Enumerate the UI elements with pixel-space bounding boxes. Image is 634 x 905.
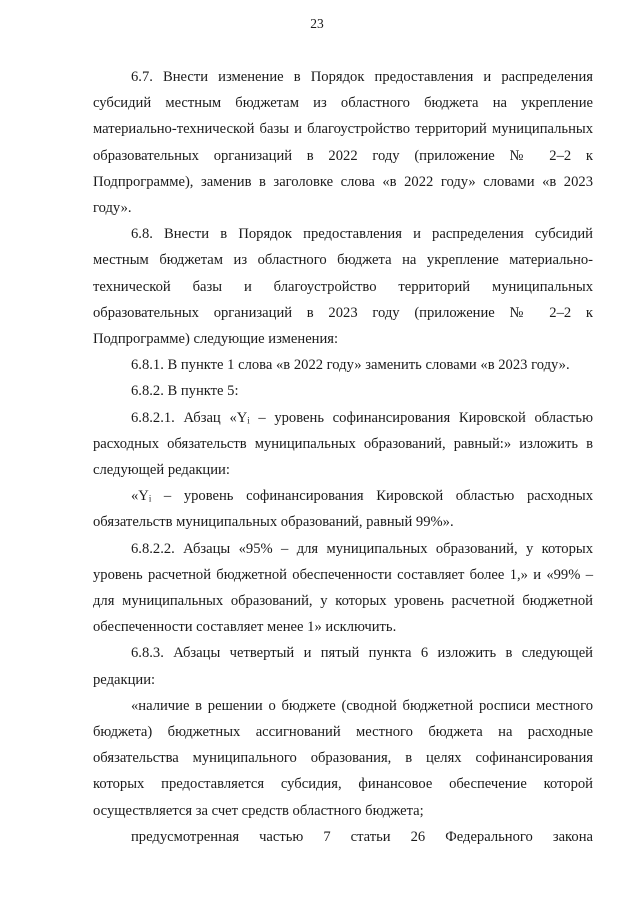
document-body bbox=[93, 64, 593, 850]
paragraph-6-8: 6.8. Внести в Порядок предоставления и распределения субсидий местным бюджетам из областного бюджета на укрепление материально-технической базы и благоустройство территорий муниципальных образовательных организаций в 2023 году (приложение № 2–2 к Подпрограмме) следующие изменения: bbox=[93, 226, 593, 348]
paragraph-6-8-1: 6.8.1. В пункте 1 слова «в 2022 году» заменить словами «в 2023 году». bbox=[131, 357, 570, 374]
page-number: 23 bbox=[310, 16, 324, 31]
paragraph-6-7: 6.7. Внести изменение в Порядок предоставления и распределения субсидий местным бюджетам из областного бюджета на укрепление материально-технической базы и благоустройство территорий муниципальных образовательных организаций в 2022 году (приложение № 2–2 к Подпрограмме), заменив в заголовке слова «в 2022 году» словами «в 2023 году». bbox=[93, 69, 593, 217]
paragraph-6-8-2-2: 6.8.2.2. Абзацы «95% – для муниципальных образований, у которых уровень расчетной бюджетной обеспеченности составляет более 1,» и «99% – для муниципальных образований, у которых уровень расчетной бюджетной обеспеченности составляет менее 1» исключить. bbox=[93, 540, 593, 636]
paragraph-6-8-3: 6.8.3. Абзацы четвертый и пятый пункта 6 изложить в следующей редакции: bbox=[93, 645, 593, 688]
paragraph-6-8-2-1: 6.8.2.1. Абзац «Yᵢ – уровень софинансирования Кировской областью расходных обязательств муниципальных образований, равный:» изложить в следующей редакции: bbox=[93, 409, 593, 479]
quoted-replacement-text: «Yᵢ – уровень софинансирования Кировской областью расходных обязательств муниципальных образований, равный 99%». bbox=[93, 488, 593, 531]
paragraph-continuation: предусмотренная частью 7 статьи 26 Федерального закона bbox=[131, 828, 593, 845]
paragraph-6-8-2: 6.8.2. В пункте 5: bbox=[131, 383, 239, 400]
quoted-new-paragraph: «наличие в решении о бюджете (сводной бюджетной росписи местного бюджета) бюджетных ассигнований местного бюджета на расходные обязательства муниципального образования, в целях софинансирования которых предоставляется субсидия, финансовое обеспечение которой осуществляется за счет средств областного бюджета; bbox=[93, 697, 593, 819]
